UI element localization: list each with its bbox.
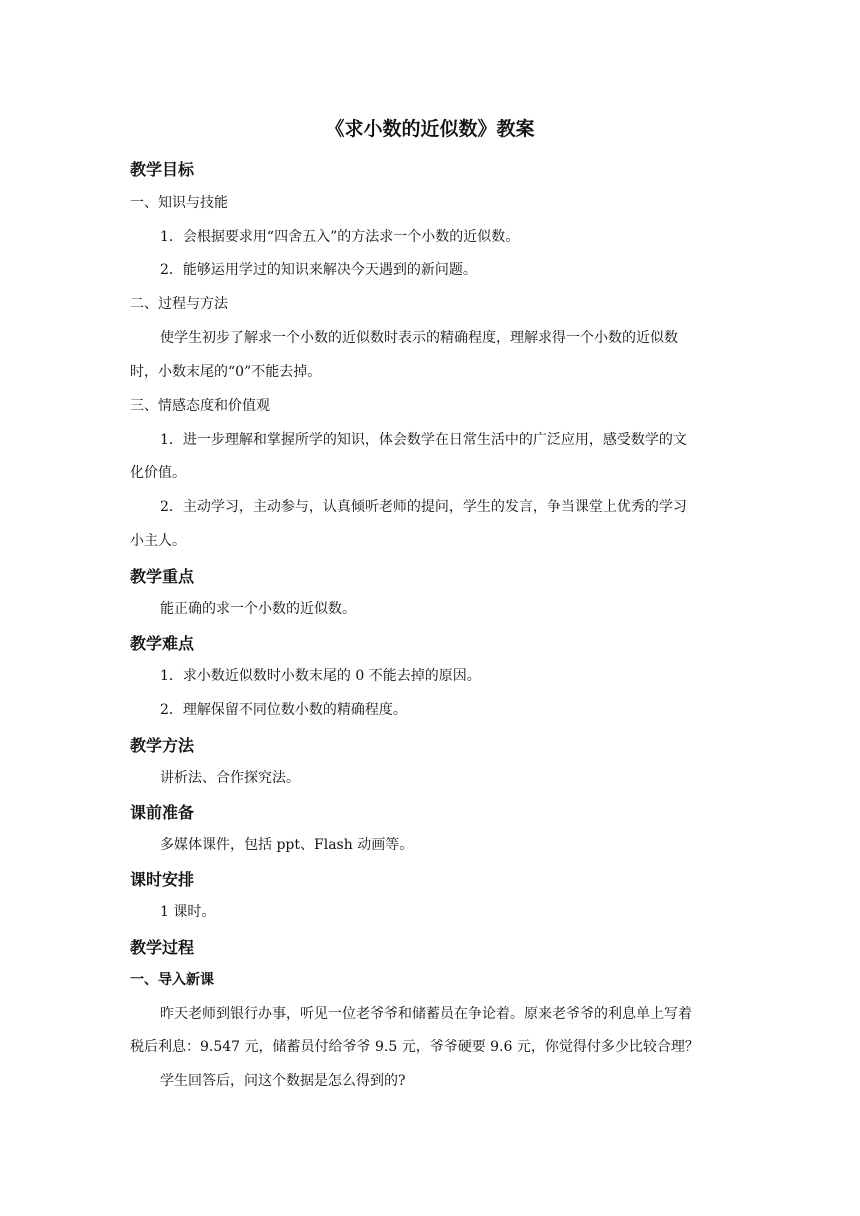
prep-text: 多媒体课件，包括 ppt、Flash 动画等。 [160, 837, 414, 853]
paragraph-line: 昨天老师到银行办事，听见一位老爷爷和储蓄员在争论着。原来老爷爷的利息单上写着 [160, 1006, 692, 1022]
method-text: 讲析法、合作探究法。 [160, 770, 300, 786]
goals-section-3: 三、情感态度和价值观 [130, 398, 270, 414]
goals-item: 1．会根据要求用“四舍五入”的方法求一个小数的近似数。 [160, 229, 520, 245]
goals-section-1: 一、知识与技能 [130, 195, 228, 211]
paragraph-line: 学生回答后，问这个数据是怎么得到的? [160, 1073, 406, 1089]
key-heading: 教学重点 [130, 567, 195, 586]
schedule-text: 1 课时。 [160, 904, 216, 920]
prep-heading: 课前准备 [130, 803, 195, 822]
paragraph-line: 使学生初步了解求一个小数的近似数时表示的精确程度，理解求得一个小数的近似数 [160, 330, 678, 346]
method-heading: 教学方法 [130, 736, 195, 755]
goals-item: 2．能够运用学过的知识来解决今天遇到的新问题。 [160, 262, 477, 278]
paragraph-line: 税后利息：9.547 元，储蓄员付给爷爷 9.5 元，爷爷硬要 9.6 元，你觉得付多少比较合理？ [130, 1039, 699, 1055]
paragraph-line: 化价值。 [130, 465, 186, 481]
difficulty-item: 2．理解保留不同位数小数的精确程度。 [160, 702, 407, 718]
paragraph-line: 时，小数末尾的“0”不能去掉。 [130, 364, 322, 380]
paragraph-line: 小主人。 [130, 533, 186, 549]
difficulty-item: 1．求小数近似数时小数末尾的 0 不能去掉的原因。 [160, 668, 481, 684]
goals-section-2: 二、过程与方法 [130, 296, 228, 312]
key-text: 能正确的求一个小数的近似数。 [160, 601, 356, 617]
process-heading: 教学过程 [130, 938, 195, 957]
difficulty-heading: 教学难点 [130, 634, 195, 653]
paragraph-line: 2．主动学习，主动参与，认真倾听老师的提问，学生的发言，争当课堂上优秀的学习 [160, 499, 687, 515]
schedule-heading: 课时安排 [130, 870, 195, 889]
goals-heading: 教学目标 [130, 160, 195, 179]
paragraph-line: 1．进一步理解和掌握所学的知识，体会数学在日常生活中的广泛应用，感受数学的文 [160, 432, 687, 448]
process-section-1: 一、导入新课 [130, 972, 214, 988]
document-title: 《求小数的近似数》教案 [325, 118, 535, 140]
